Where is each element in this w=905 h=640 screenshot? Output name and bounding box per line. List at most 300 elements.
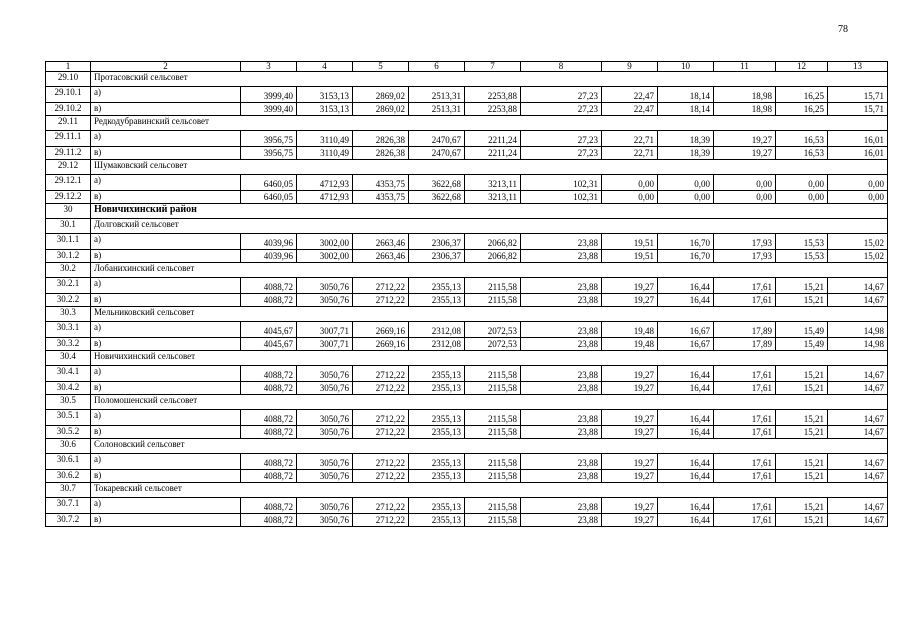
row-code: 30.3.2 [46,338,91,351]
value-cell: 15,21 [776,514,828,527]
table-row [46,191,888,204]
row-code: 29.11.1 [46,131,91,147]
value-cell: 4353,75 [353,191,409,204]
value-cell: 19,27 [602,278,658,294]
value-cell: 19,27 [714,147,776,160]
value-cell: 16,67 [658,338,714,351]
section-title: Мельниковский сельсовет [91,307,888,322]
value-cell: 2712,22 [353,498,409,514]
value-cell: 2712,22 [353,514,409,527]
row-code: 30.3.1 [46,322,91,338]
value-cell: 3050,76 [297,426,353,439]
value-cell: 16,44 [658,382,714,395]
row-label: а) [91,175,241,191]
value-cell: 17,61 [714,382,776,395]
value-cell: 0,00 [658,175,714,191]
section-title: Шумаковский сельсовет [91,160,888,175]
value-cell: 16,70 [658,250,714,263]
value-cell: 19,27 [602,382,658,395]
value-cell: 17,61 [714,470,776,483]
value-cell: 3002,00 [297,234,353,250]
value-cell: 102,31 [521,191,602,204]
table-row [46,338,888,351]
value-cell: 2826,38 [353,131,409,147]
value-cell: 4088,72 [241,294,297,307]
value-cell: 2355,13 [409,278,465,294]
value-cell: 3213,11 [465,191,521,204]
row-code: 30.4.2 [46,382,91,395]
value-cell: 15,02 [828,250,888,263]
value-cell: 16,44 [658,366,714,382]
value-cell: 2663,46 [353,234,409,250]
value-cell: 17,93 [714,234,776,250]
table-row [46,87,888,103]
value-cell: 15,21 [776,454,828,470]
section-code: 29.11 [46,116,91,131]
row-label: в) [91,103,241,116]
value-cell: 2355,13 [409,366,465,382]
row-code: 29.10.2 [46,103,91,116]
value-cell: 19,27 [602,366,658,382]
value-cell: 2211,24 [465,131,521,147]
row-code: 30.6.2 [46,470,91,483]
row-label: а) [91,278,241,294]
value-cell: 14,67 [828,514,888,527]
value-cell: 23,88 [521,322,602,338]
value-cell: 2312,08 [409,322,465,338]
section-row [46,439,888,454]
row-code: 29.11.2 [46,147,91,160]
value-cell: 6460,05 [241,175,297,191]
row-code: 30.6.1 [46,454,91,470]
value-cell: 3050,76 [297,294,353,307]
value-cell: 2312,08 [409,338,465,351]
value-cell: 2355,13 [409,514,465,527]
section-row [46,395,888,410]
column-header: 4 [297,62,353,72]
row-code: 30.7.2 [46,514,91,527]
value-cell: 23,88 [521,234,602,250]
section-row [46,483,888,498]
value-cell: 18,14 [658,87,714,103]
section-code: 29.12 [46,160,91,175]
value-cell: 18,39 [658,131,714,147]
value-cell: 3050,76 [297,278,353,294]
value-cell: 16,44 [658,514,714,527]
section-title: Лобанихинский сельсовет [91,263,888,278]
value-cell: 2072,53 [465,338,521,351]
value-cell: 0,00 [776,191,828,204]
section-title: Новичихинский сельсовет [91,351,888,366]
value-cell: 2115,58 [465,278,521,294]
value-cell: 23,88 [521,366,602,382]
value-cell: 3622,68 [409,191,465,204]
value-cell: 16,44 [658,410,714,426]
value-cell: 2712,22 [353,426,409,439]
column-header: 7 [465,62,521,72]
value-cell: 0,00 [602,175,658,191]
value-cell: 19,51 [602,250,658,263]
row-label: а) [91,454,241,470]
value-cell: 15,53 [776,234,828,250]
value-cell: 18,98 [714,87,776,103]
value-cell: 16,44 [658,454,714,470]
value-cell: 2826,38 [353,147,409,160]
row-label: а) [91,410,241,426]
value-cell: 3956,75 [241,147,297,160]
value-cell: 3050,76 [297,366,353,382]
value-cell: 27,23 [521,103,602,116]
value-cell: 16,44 [658,294,714,307]
header-row [46,62,888,72]
value-cell: 2355,13 [409,470,465,483]
value-cell: 4088,72 [241,366,297,382]
section-title: Долговский сельсовет [91,219,888,234]
value-cell: 14,67 [828,278,888,294]
value-cell: 15,49 [776,338,828,351]
value-cell: 2669,16 [353,338,409,351]
row-label: в) [91,250,241,263]
value-cell: 4088,72 [241,410,297,426]
section-code: 30.1 [46,219,91,234]
row-code: 29.10.1 [46,87,91,103]
section-code: 30.3 [46,307,91,322]
value-cell: 2355,13 [409,294,465,307]
value-cell: 2066,82 [465,250,521,263]
value-cell: 22,71 [602,147,658,160]
row-label: а) [91,87,241,103]
value-cell: 3050,76 [297,382,353,395]
value-cell: 17,89 [714,338,776,351]
value-cell: 3002,00 [297,250,353,263]
value-cell: 15,02 [828,234,888,250]
row-label: в) [91,338,241,351]
value-cell: 4088,72 [241,426,297,439]
value-cell: 3999,40 [241,87,297,103]
column-header: 11 [714,62,776,72]
value-cell: 2355,13 [409,410,465,426]
value-cell: 4088,72 [241,382,297,395]
row-code: 30.2.1 [46,278,91,294]
value-cell: 2712,22 [353,294,409,307]
table-row [46,234,888,250]
value-cell: 19,27 [602,498,658,514]
value-cell: 2211,24 [465,147,521,160]
value-cell: 15,21 [776,366,828,382]
column-header: 6 [409,62,465,72]
value-cell: 2712,22 [353,470,409,483]
section-code: 30.2 [46,263,91,278]
value-cell: 6460,05 [241,191,297,204]
table-row [46,147,888,160]
value-cell: 19,48 [602,322,658,338]
value-cell: 19,48 [602,338,658,351]
value-cell: 19,27 [714,131,776,147]
value-cell: 0,00 [828,175,888,191]
value-cell: 16,44 [658,498,714,514]
value-cell: 2253,88 [465,87,521,103]
value-cell: 2115,58 [465,294,521,307]
table-row [46,366,888,382]
value-cell: 0,00 [828,191,888,204]
value-cell: 16,53 [776,147,828,160]
value-cell: 0,00 [658,191,714,204]
value-cell: 3007,71 [297,322,353,338]
value-cell: 2470,67 [409,147,465,160]
table-row [46,410,888,426]
table-row [46,322,888,338]
value-cell: 2712,22 [353,410,409,426]
section-title: Редкодубравинский сельсовет [91,116,888,131]
row-label: в) [91,191,241,204]
row-label: а) [91,366,241,382]
value-cell: 22,47 [602,103,658,116]
row-code: 30.2.2 [46,294,91,307]
value-cell: 4712,93 [297,175,353,191]
value-cell: 3110,49 [297,131,353,147]
row-label: в) [91,426,241,439]
value-cell: 17,61 [714,514,776,527]
value-cell: 3110,49 [297,147,353,160]
value-cell: 0,00 [776,175,828,191]
value-cell: 15,53 [776,250,828,263]
column-header: 9 [602,62,658,72]
value-cell: 15,49 [776,322,828,338]
value-cell: 2513,31 [409,103,465,116]
value-cell: 4045,67 [241,322,297,338]
value-cell: 2355,13 [409,454,465,470]
value-cell: 4088,72 [241,498,297,514]
value-cell: 16,53 [776,131,828,147]
value-cell: 2115,58 [465,470,521,483]
row-code: 30.1.1 [46,234,91,250]
value-cell: 23,88 [521,294,602,307]
value-cell: 3622,68 [409,175,465,191]
table-row [46,294,888,307]
value-cell: 17,93 [714,250,776,263]
row-code: 30.5.2 [46,426,91,439]
value-cell: 14,67 [828,382,888,395]
row-label: в) [91,294,241,307]
row-code: 30.4.1 [46,366,91,382]
value-cell: 4353,75 [353,175,409,191]
value-cell: 19,27 [602,514,658,527]
value-cell: 2513,31 [409,87,465,103]
value-cell: 3050,76 [297,410,353,426]
value-cell: 23,88 [521,470,602,483]
value-cell: 14,98 [828,338,888,351]
value-cell: 16,25 [776,87,828,103]
value-cell: 2072,53 [465,322,521,338]
value-cell: 2669,16 [353,322,409,338]
value-cell: 18,98 [714,103,776,116]
row-label: а) [91,498,241,514]
value-cell: 17,61 [714,410,776,426]
row-code: 29.12.2 [46,191,91,204]
row-label: в) [91,382,241,395]
value-cell: 4088,72 [241,514,297,527]
section-row [46,160,888,175]
value-cell: 2712,22 [353,366,409,382]
value-cell: 3999,40 [241,103,297,116]
section-row [46,351,888,366]
value-cell: 15,21 [776,470,828,483]
value-cell: 2115,58 [465,426,521,439]
table-row [46,470,888,483]
value-cell: 16,25 [776,103,828,116]
section-code: 30.6 [46,439,91,454]
value-cell: 4045,67 [241,338,297,351]
value-cell: 17,61 [714,454,776,470]
table-row [46,426,888,439]
value-cell: 2663,46 [353,250,409,263]
table-row [46,175,888,191]
value-cell: 19,51 [602,234,658,250]
value-cell: 16,01 [828,147,888,160]
section-row [46,219,888,234]
value-cell: 23,88 [521,498,602,514]
value-cell: 22,47 [602,87,658,103]
value-cell: 2712,22 [353,454,409,470]
row-code: 30.7.1 [46,498,91,514]
value-cell: 2115,58 [465,366,521,382]
value-cell: 0,00 [714,175,776,191]
value-cell: 2355,13 [409,498,465,514]
value-cell: 4088,72 [241,278,297,294]
value-cell: 4039,96 [241,234,297,250]
column-header: 5 [353,62,409,72]
column-header: 10 [658,62,714,72]
value-cell: 19,27 [602,410,658,426]
value-cell: 15,21 [776,410,828,426]
value-cell: 19,27 [602,470,658,483]
value-cell: 14,67 [828,498,888,514]
value-cell: 23,88 [521,382,602,395]
value-cell: 2306,37 [409,234,465,250]
value-cell: 4039,96 [241,250,297,263]
row-label: в) [91,514,241,527]
value-cell: 3050,76 [297,454,353,470]
value-cell: 15,71 [828,87,888,103]
value-cell: 2115,58 [465,410,521,426]
value-cell: 15,21 [776,294,828,307]
value-cell: 2306,37 [409,250,465,263]
value-cell: 2712,22 [353,278,409,294]
value-cell: 16,67 [658,322,714,338]
value-cell: 27,23 [521,131,602,147]
table-row [46,131,888,147]
column-header: 13 [828,62,888,72]
value-cell: 17,61 [714,278,776,294]
value-cell: 2869,02 [353,103,409,116]
column-header: 12 [776,62,828,72]
row-code: 30.5.1 [46,410,91,426]
page-number: 78 [838,24,848,35]
section-title: Токаревский сельсовет [91,483,888,498]
value-cell: 4088,72 [241,454,297,470]
value-cell: 2470,67 [409,131,465,147]
district-title: Новичихинский район [91,204,888,219]
value-cell: 23,88 [521,338,602,351]
value-cell: 15,71 [828,103,888,116]
table-row [46,498,888,514]
value-cell: 18,14 [658,103,714,116]
value-cell: 2115,58 [465,454,521,470]
value-cell: 18,39 [658,147,714,160]
section-title: Поломошенский сельсовет [91,395,888,410]
value-cell: 3956,75 [241,131,297,147]
table-row [46,514,888,527]
row-label: в) [91,147,241,160]
value-cell: 23,88 [521,410,602,426]
value-cell: 2712,22 [353,382,409,395]
table-row [46,382,888,395]
column-header: 2 [91,62,241,72]
value-cell: 27,23 [521,87,602,103]
section-row [46,72,888,87]
column-header: 3 [241,62,297,72]
value-cell: 3050,76 [297,498,353,514]
value-cell: 15,21 [776,382,828,395]
value-cell: 22,71 [602,131,658,147]
value-cell: 16,44 [658,426,714,439]
value-cell: 23,88 [521,278,602,294]
value-cell: 17,61 [714,426,776,439]
value-cell: 2355,13 [409,382,465,395]
value-cell: 2869,02 [353,87,409,103]
value-cell: 0,00 [714,191,776,204]
value-cell: 14,67 [828,426,888,439]
value-cell: 2115,58 [465,498,521,514]
value-cell: 2066,82 [465,234,521,250]
value-cell: 3050,76 [297,514,353,527]
value-cell: 17,61 [714,498,776,514]
section-code: 30.7 [46,483,91,498]
value-cell: 19,27 [602,454,658,470]
district-row [46,204,888,219]
value-cell: 3007,71 [297,338,353,351]
row-label: а) [91,234,241,250]
section-code: 30.5 [46,395,91,410]
value-cell: 23,88 [521,250,602,263]
section-row [46,307,888,322]
value-cell: 3153,13 [297,103,353,116]
table-row [46,454,888,470]
section-row [46,263,888,278]
value-cell: 16,70 [658,234,714,250]
value-cell: 15,21 [776,278,828,294]
column-header: 1 [46,62,91,72]
row-code: 29.12.1 [46,175,91,191]
column-header: 8 [521,62,602,72]
value-cell: 16,01 [828,131,888,147]
row-label: в) [91,470,241,483]
value-cell: 16,44 [658,470,714,483]
value-cell: 17,89 [714,322,776,338]
value-cell: 2115,58 [465,382,521,395]
value-cell: 15,21 [776,498,828,514]
row-code: 30.1.2 [46,250,91,263]
value-cell: 4712,93 [297,191,353,204]
section-title: Протасовский сельсовет [91,72,888,87]
value-cell: 14,67 [828,294,888,307]
table-row [46,250,888,263]
value-cell: 19,27 [602,294,658,307]
table-row [46,103,888,116]
value-cell: 14,98 [828,322,888,338]
value-cell: 4088,72 [241,470,297,483]
tariff-table [45,61,888,527]
